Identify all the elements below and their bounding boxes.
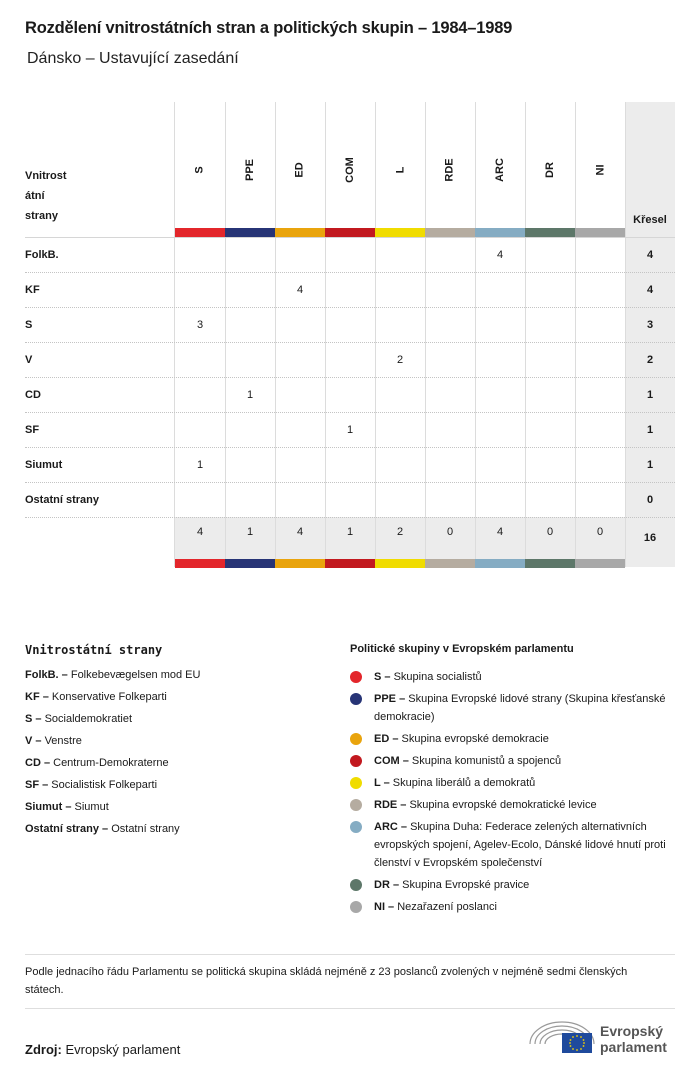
row-divider [25, 272, 675, 273]
table-cell: 1 [246, 388, 254, 401]
column-separator [525, 102, 526, 567]
row-label: FolkB. [25, 248, 59, 261]
page-title: Rozdělení vnitrostátních stran a politických skupin – 1984–1989 [25, 19, 513, 37]
group-color-dot-icon [350, 821, 362, 833]
seats-cell: 3 [646, 318, 654, 331]
logo-text [600, 1023, 667, 1055]
row-divider [25, 377, 675, 378]
table-cell: 4 [496, 248, 504, 261]
political-groups-legend [350, 668, 680, 920]
national-party-legend-item [25, 756, 335, 778]
legend-abbr: Siumut – [25, 801, 75, 813]
stub-header-line: átní [25, 190, 45, 202]
seats-cell: 4 [646, 283, 654, 296]
column-header-text: NI [594, 164, 606, 176]
group-color-dot-icon [350, 733, 362, 745]
legend-name: Siumut [74, 801, 109, 813]
group-color-bar-top [375, 228, 425, 237]
stub-header-line: strany [25, 210, 59, 222]
total-cell: 1 [246, 526, 254, 538]
national-party-legend-item [25, 778, 335, 800]
row-label: CD [25, 388, 41, 401]
table-cell: 1 [196, 458, 204, 471]
seats-header: Křesel [633, 214, 667, 226]
group-color-bar-bottom [475, 559, 525, 568]
legend-name: Skupina evropské demokratické levice [409, 799, 597, 811]
row-label: Siumut [25, 458, 63, 471]
hemicycle-logo-icon [528, 1018, 598, 1058]
political-group-legend-item [350, 774, 680, 792]
divider [25, 954, 675, 955]
total-cell: 0 [546, 526, 554, 538]
legend-name: Skupina komunistů a spojenců [411, 755, 562, 767]
legend-name: Skupina Evropské pravice [402, 879, 530, 891]
group-color-bar-bottom [375, 559, 425, 568]
seats-cell: 2 [646, 353, 654, 366]
source [25, 1042, 180, 1057]
group-color-bar-bottom [575, 559, 625, 568]
european-parliament-logo [528, 1018, 678, 1058]
legend-name: Skupina Evropské lidové strany (Skupina křesťanské demokracie) [374, 693, 666, 723]
legend-abbr: Ostatní strany – [25, 823, 112, 835]
group-color-bar-bottom [275, 559, 325, 568]
row-divider [25, 307, 675, 308]
seats-cell: 1 [646, 423, 654, 436]
legend-abbr: S – [25, 713, 45, 725]
political-group-legend-item [350, 898, 680, 916]
political-group-legend-item [350, 796, 680, 814]
national-party-legend-item [25, 690, 335, 712]
legend-name: Folkebevægelsen mod EU [70, 669, 201, 681]
legend-abbr: V – [25, 735, 45, 747]
total-cell: 1 [346, 526, 354, 538]
row-divider [25, 447, 675, 448]
legend-name: Skupina evropské demokracie [401, 733, 549, 745]
column-separator [375, 102, 376, 567]
page-subtitle: Dánsko – Ustavující zasedání [27, 50, 239, 67]
national-party-legend-item [25, 734, 335, 756]
group-color-bar-bottom [325, 559, 375, 568]
legend-name: Skupina socialistů [393, 671, 482, 683]
group-color-dot-icon [350, 879, 362, 891]
legend-abbr: ED – [374, 733, 402, 745]
national-parties-legend [25, 668, 335, 844]
group-color-bar-bottom [425, 559, 475, 568]
stub-header-line: Vnitrost [25, 170, 67, 182]
legend-abbr: NI – [374, 901, 398, 913]
total-cell: 4 [196, 526, 204, 538]
political-group-legend-item [350, 668, 680, 686]
legend-abbr: RDE – [374, 799, 410, 811]
table-cell: 4 [296, 283, 304, 296]
table-cell: 2 [396, 353, 404, 366]
column-separator [225, 102, 226, 567]
national-parties-legend-title: Vnitrostátní strany [25, 643, 163, 657]
legend-name: Skupina Duha: Federace zelených alternativních evropských spojení, Agelev-Ecolo, Dánské lidové hnutí proti členství v Evropském společenství [374, 821, 666, 869]
row-label: S [25, 318, 33, 331]
group-color-bar-bottom [225, 559, 275, 568]
national-party-legend-item [25, 822, 335, 844]
legend-name: Socialdemokratiet [44, 713, 133, 725]
source-label: Zdroj: [25, 1042, 62, 1057]
national-party-legend-item [25, 800, 335, 822]
group-color-dot-icon [350, 799, 362, 811]
total-cell: 0 [446, 526, 454, 538]
column-header-text: RDE [443, 158, 456, 182]
header-divider [25, 237, 675, 238]
column-separator [425, 102, 426, 567]
legend-abbr: COM – [374, 755, 412, 767]
legend-name: Centrum-Demokraterne [53, 757, 169, 769]
table-cell: 1 [346, 423, 354, 436]
legend-abbr: KF – [25, 691, 52, 703]
legend-name: Socialistisk Folkeparti [51, 779, 158, 791]
political-group-legend-item [350, 730, 680, 748]
seats-cell: 1 [646, 458, 654, 471]
group-color-bar-top [475, 228, 525, 237]
column-separator [325, 102, 326, 567]
row-label: SF [25, 423, 40, 436]
column-header-text: COM [343, 157, 356, 183]
row-label: V [25, 353, 33, 366]
legend-abbr: CD – [25, 757, 54, 769]
column-header-text: DR [543, 162, 556, 178]
column-header-text: S [194, 166, 206, 174]
group-color-bar-top [175, 228, 225, 237]
legend-abbr: SF – [25, 779, 52, 791]
legend-name: Skupina liberálů a demokratů [392, 777, 536, 789]
political-group-legend-item [350, 818, 680, 872]
column-separator [475, 102, 476, 567]
group-color-bar-top [275, 228, 325, 237]
column-header-text: ARC [494, 158, 506, 182]
total-seats-cell: 16 [643, 532, 657, 544]
footnote: Podle jednacího řádu Parlamentu se politická skupina skládá nejméně z 23 poslanců zvolených v nejméně sedmi členských státech. [25, 966, 628, 996]
total-cell: 0 [596, 526, 604, 538]
seats-cell: 1 [646, 388, 654, 401]
group-color-bar-top [225, 228, 275, 237]
group-color-dot-icon [350, 901, 362, 913]
seats-cell: 0 [646, 493, 654, 506]
legend-abbr: FolkB. – [25, 669, 71, 681]
group-color-bar-top [425, 228, 475, 237]
logo-text-line: parlament [600, 1039, 667, 1055]
national-party-legend-item [25, 712, 335, 734]
group-color-dot-icon [350, 777, 362, 789]
legend-name: Konservative Folkeparti [51, 691, 167, 703]
national-party-legend-item [25, 668, 335, 690]
group-color-bar-top [575, 228, 625, 237]
column-separator [174, 102, 175, 567]
group-color-bar-top [325, 228, 375, 237]
row-label: KF [25, 283, 40, 296]
column-header-text: PPE [243, 158, 256, 182]
group-color-dot-icon [350, 693, 362, 705]
stub-header [25, 166, 85, 226]
legend-name: Ostatní strany [111, 823, 180, 835]
group-color-bar-bottom [175, 559, 225, 568]
total-cell: 4 [496, 526, 504, 538]
row-divider [25, 412, 675, 413]
legend-abbr: ARC – [374, 821, 411, 833]
political-group-legend-item [350, 752, 680, 770]
row-divider [25, 517, 675, 518]
logo-text-line: Evropský [600, 1023, 664, 1039]
political-group-legend-item [350, 690, 680, 726]
group-color-dot-icon [350, 671, 362, 683]
legend-name: Venstre [44, 735, 82, 747]
column-separator [575, 102, 576, 567]
column-header-text: ED [294, 162, 306, 178]
row-divider [25, 482, 675, 483]
legend-abbr: S – [374, 671, 394, 683]
group-color-bar-top [525, 228, 575, 237]
political-group-legend-item [350, 876, 680, 894]
row-divider [25, 342, 675, 343]
legend-name: Nezařazení poslanci [397, 901, 497, 913]
legend-abbr: PPE – [374, 693, 409, 705]
legend-abbr: L – [374, 777, 393, 789]
row-label: Ostatní strany [25, 493, 99, 506]
source-value: Evropský parlament [65, 1042, 181, 1057]
group-color-dot-icon [350, 755, 362, 767]
political-groups-legend-title: Politické skupiny v Evropském parlamentu [350, 643, 574, 655]
total-cell: 4 [296, 526, 304, 538]
group-color-bar-bottom [525, 559, 575, 568]
legend-abbr: DR – [374, 879, 403, 891]
divider [25, 1008, 675, 1009]
column-separator [275, 102, 276, 567]
column-header-text: L [393, 166, 406, 174]
table-cell: 3 [196, 318, 204, 331]
total-cell: 2 [396, 526, 404, 538]
seats-cell: 4 [646, 248, 654, 261]
